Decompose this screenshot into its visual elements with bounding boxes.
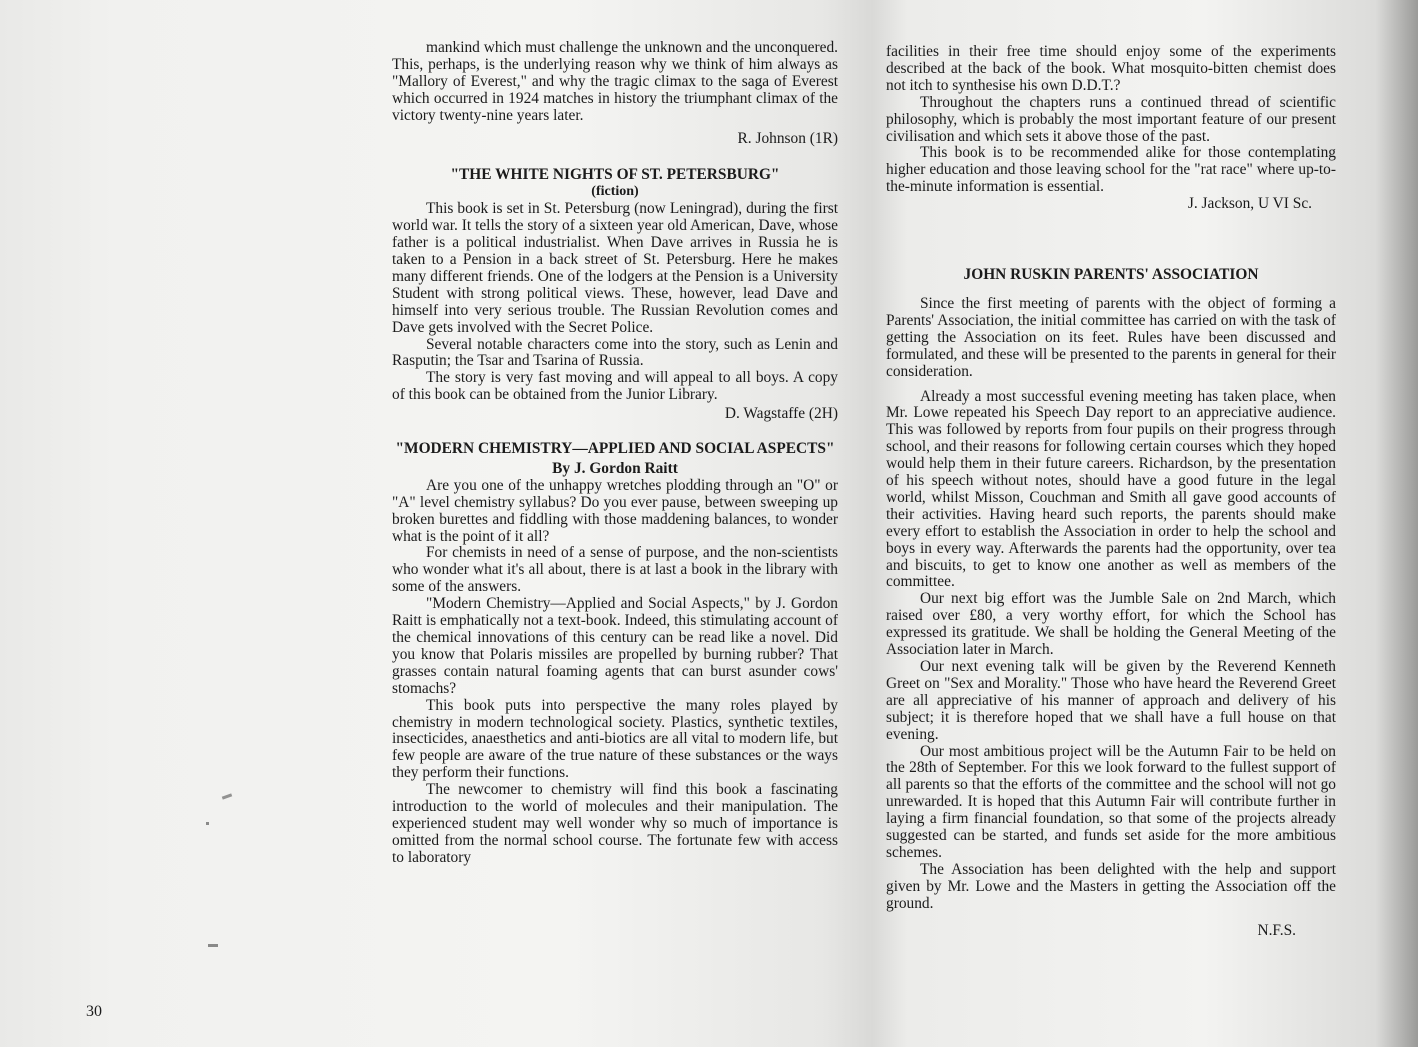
right-column — [886, 44, 1336, 940]
left-column — [392, 40, 838, 867]
white-nights-signature: D. Wagstaffe (2H) — [724, 405, 838, 423]
association-paragraph-6: The Association has been delighted with the help and support given by Mr. Lowe and the Masters in getting the Association off the ground. — [886, 860, 1336, 912]
association-paragraph-1: Since the first meeting of parents with the object of forming a Parents' Association, the initial committee has carried on with the task of getting the Association on its feet. Rules have been discussed and formulated, and these will be presented to the parents in general for their consideration. — [886, 294, 1336, 380]
chemistry-continued-paragraph-1: facilities in their free time should enjoy some of the experiments described at the back of the book. What mosquito-bitten chemist does not itch to synthesise his own D.D.T.? — [886, 43, 1336, 94]
intro-paragraph: mankind which must challenge the unknown and the unconquered. This, perhaps, is the underlying reason why we think of him always as "Mallory of Everest," and why the tragic climax to the saga of Everest which occurred in 1924 matches in history the triumphant climax of the victory twenty-nine years later. — [392, 39, 838, 124]
ink-smudge — [206, 822, 209, 825]
chemistry-paragraph-5: The newcomer to chemistry will find this book a fascinating introduction to the world of molecules and their manipulation. The experienced student may well wonder why so much of importance is omitted from the normal school course. The fortunate few with access to laboratory — [392, 781, 838, 866]
association-paragraph-5: Our most ambitious project will be the Autumn Fair to be held on the 28th of September. For this we look forward to the fullest support of all parents so that the efforts of the committee and the school will not go unrewarded. It is hoped that this Autumn Fair will contribute further in laying a firm financial foundation, so that some of the projects already suggested can be started, and funds set aside for the more ambitious schemes. — [886, 742, 1336, 861]
association-signature: N.F.S. — [1257, 921, 1296, 939]
chemistry-paragraph-2: For chemists in need of a sense of purpose, and the non-scientists who wonder what it's all about, there is at last a book in the library with some of the answers. — [392, 544, 838, 596]
review-title-white-nights: "THE WHITE NIGHTS OF ST. PETERSBURG" — [450, 166, 780, 184]
chemistry-signature: J. Jackson, U VI Sc. — [1187, 195, 1312, 213]
chemistry-paragraph-3: "Modern Chemistry—Applied and Social Aspects," by J. Gordon Raitt is emphatically not a text-book. Indeed, this stimulating account of the chemical innovations of this century can be read like a novel. Did you know that Polaris missiles are propelled by burning rubber? That grasses contain natural foaming agents that can burst asunder cows' stomachs? — [392, 595, 838, 697]
chemistry-paragraph-1: Are you one of the unhappy wretches plodding through an "O" or "A" level chemistry syllabus? Do you ever pause, between sweeping up broken burettes and fiddling with those maddening balances, to wonder what is the point of it all? — [392, 476, 838, 545]
chemistry-continued-paragraph-3: This book is to be recommended alike for those contemplating higher education and those leaving school for the "rat race" where up-to-the-minute information is essential. — [886, 144, 1336, 196]
review-byline: By J. Gordon Raitt — [552, 459, 678, 477]
white-nights-paragraph-3: The story is very fast moving and will appeal to all boys. A copy of this book can be obtained from the Junior Library. — [392, 369, 838, 404]
review-title-modern-chemistry: "MODERN CHEMISTRY—APPLIED AND SOCIAL ASPECTS" — [395, 440, 835, 458]
association-title: JOHN RUSKIN PARENTS' ASSOCIATION — [963, 266, 1259, 284]
association-paragraph-3: Our next big effort was the Jumble Sale on 2nd March, which raised over £80, a very worthy effort, for which the School has expressed its gratitude. We shall be holding the General Meeting of the Association later in March. — [886, 590, 1336, 659]
association-paragraph-2: Already a most successful evening meeting has taken place, when Mr. Lowe repeated his Speech Day report to an appreciative audience. This was followed by reports from four pupils on their progress through school, and their reasons for following certain courses which they hoped would help them in their future careers. Richardson, by the presentation of his speech without notes, should have a good future in the legal world, whilst Misson, Couchman and Smith all gave good accounts of their activities. Having heard such reports, the parents should make every effort to establish the Association in order to help the school and boys in every way. Afterwards the parents had the opportunity, over tea and biscuits, to get to know one another as well as members of the committee. — [886, 387, 1336, 591]
white-nights-paragraph-1: This book is set in St. Petersburg (now Leningrad), during the first world war. It tells the story of a sixteen year old American, Dave, whose father is a political industrialist. When Dave arrives in Russia he is taken to a Pension in a back street of St. Petersburg. Here he makes many different friends. One of the lodgers at the Pension is a University Student with strong political views. These, however, lead Dave and himself into very serious trouble. The Russian Revolution comes and Dave gets involved with the Secret Police. — [392, 200, 838, 336]
intro-signature: R. Johnson (1R) — [737, 129, 838, 147]
review-subtitle-fiction: (fiction) — [591, 184, 639, 200]
chemistry-continued-paragraph-2: Throughout the chapters runs a continued thread of scientific philosophy, which is probably the most important feature of our present civilisation and which sets it above those of the past. — [886, 93, 1336, 145]
ink-smudge — [208, 944, 218, 947]
white-nights-paragraph-2: Several notable characters come into the story, such as Lenin and Rasputin; the Tsar and Tsarina of Russia. — [392, 335, 838, 370]
association-paragraph-4: Our next evening talk will be given by the Reverend Kenneth Greet on "Sex and Morality." Those who have heard the Reverend Greet are all appreciative of his manner of approach and delivery of his subject; it is therefore hoped that we shall have a full house on that evening. — [886, 658, 1336, 743]
page-number: 30 — [86, 1003, 102, 1020]
chemistry-paragraph-4: This book puts into perspective the many roles played by chemistry in modern technological society. Plastics, synthetic textiles, insecticides, anaesthetics and anti-biotics are all vital to modern life, but few people are aware of the true nature of these substances or the ways they perform their functions. — [392, 696, 838, 782]
